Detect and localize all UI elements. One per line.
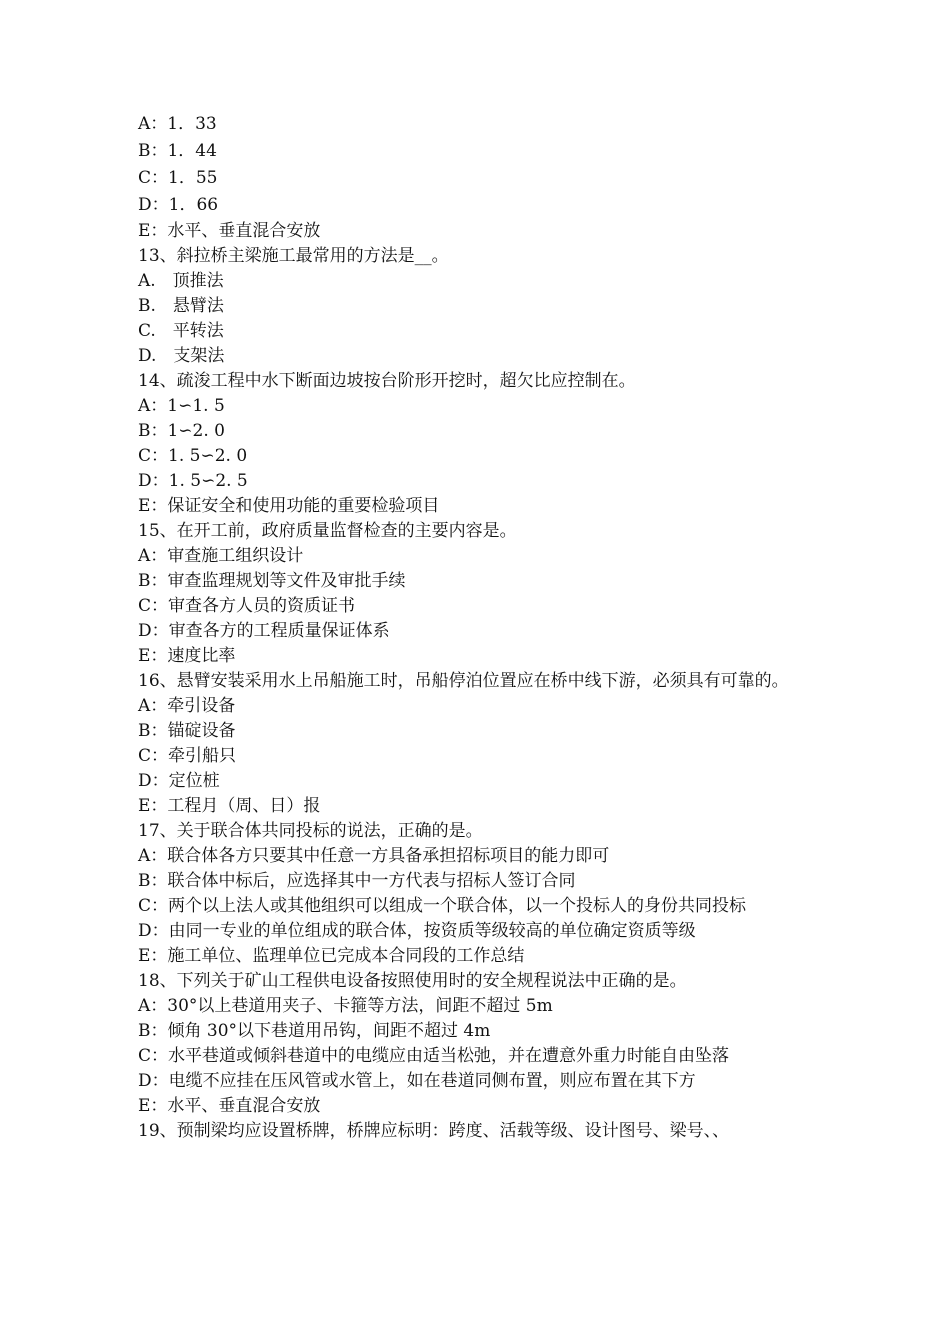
option-line: B. 悬臂法 [138, 296, 224, 316]
option-line: B：联合体中标后，应选择其中一方代表与招标人签订合同 [138, 871, 576, 891]
option-line: E：水平、垂直混合安放 [138, 1096, 321, 1116]
option-line: E：工程月（周、日）报 [138, 796, 321, 816]
option-line: A：牵引设备 [138, 696, 236, 716]
option-line: B：1．44 [138, 141, 217, 161]
option-line: A：审查施工组织设计 [138, 546, 304, 566]
question-16: 16、悬臂安装采用水上吊船施工时，吊船停泊位置应在桥中线下游，必须具有可靠的。 [138, 671, 789, 691]
option-line: A. 顶推法 [138, 271, 224, 291]
option-line: B：审查监理规划等文件及审批手续 [138, 571, 406, 591]
question-18: 18、下列关于矿山工程供电设备按照使用时的安全规程说法中正确的是。 [138, 971, 687, 991]
option-line: C：审查各方人员的资质证书 [138, 596, 356, 616]
option-line: C：1. 5∽2. 0 [138, 446, 248, 466]
option-line: D：1. 5∽2. 5 [138, 471, 248, 491]
question-13: 13、斜拉桥主梁施工最常用的方法是__。 [138, 246, 449, 266]
question-17: 17、关于联合体共同投标的说法，正确的是。 [138, 821, 483, 841]
option-line: E：水平、垂直混合安放 [138, 221, 321, 241]
option-line: D. 支架法 [138, 346, 225, 366]
option-line: C：两个以上法人或其他组织可以组成一个联合体，以一个投标人的身份共同投标 [138, 896, 747, 916]
option-line: C：牵引船只 [138, 746, 237, 766]
option-line: C：水平巷道或倾斜巷道中的电缆应由适当松弛，并在遭意外重力时能自由坠落 [138, 1046, 730, 1066]
option-line: E：施工单位、监理单位已完成本合同段的工作总结 [138, 946, 525, 966]
option-line: D：1．66 [138, 195, 219, 215]
question-15: 15、在开工前，政府质量监督检查的主要内容是。 [138, 521, 517, 541]
option-line: A：1．33 [138, 114, 217, 134]
document-body [138, 111, 818, 1144]
option-line: A：1∽1. 5 [138, 396, 225, 416]
option-line: B：1∽2. 0 [138, 421, 225, 441]
option-line: C：1．55 [138, 168, 218, 188]
option-line: A：30°以上巷道用夹子、卡箍等方法，间距不超过 5m [138, 996, 553, 1016]
question-19: 19、预制梁均应设置桥牌，桥牌应标明：跨度、活载等级、设计图号、梁号、、 [138, 1121, 730, 1141]
option-line: D：由同一专业的单位组成的联合体，按资质等级较高的单位确定资质等级 [138, 921, 696, 941]
option-line: E：保证安全和使用功能的重要检验项目 [138, 496, 440, 516]
option-line: D：审查各方的工程质量保证体系 [138, 621, 390, 641]
option-line: B：倾角 30°以下巷道用吊钩，间距不超过 4m [138, 1021, 491, 1041]
option-line: E：速度比率 [138, 646, 236, 666]
option-line: A：联合体各方只要其中任意一方具备承担招标项目的能力即可 [138, 846, 610, 866]
question-14: 14、疏浚工程中水下断面边坡按台阶形开挖时，超欠比应控制在。 [138, 371, 636, 391]
option-line: D：电缆不应挂在压风管或水管上，如在巷道同侧布置，则应布置在其下方 [138, 1071, 696, 1091]
option-line: B：锚碇设备 [138, 721, 236, 741]
option-line: C. 平转法 [138, 321, 224, 341]
option-line: D：定位桩 [138, 771, 220, 791]
